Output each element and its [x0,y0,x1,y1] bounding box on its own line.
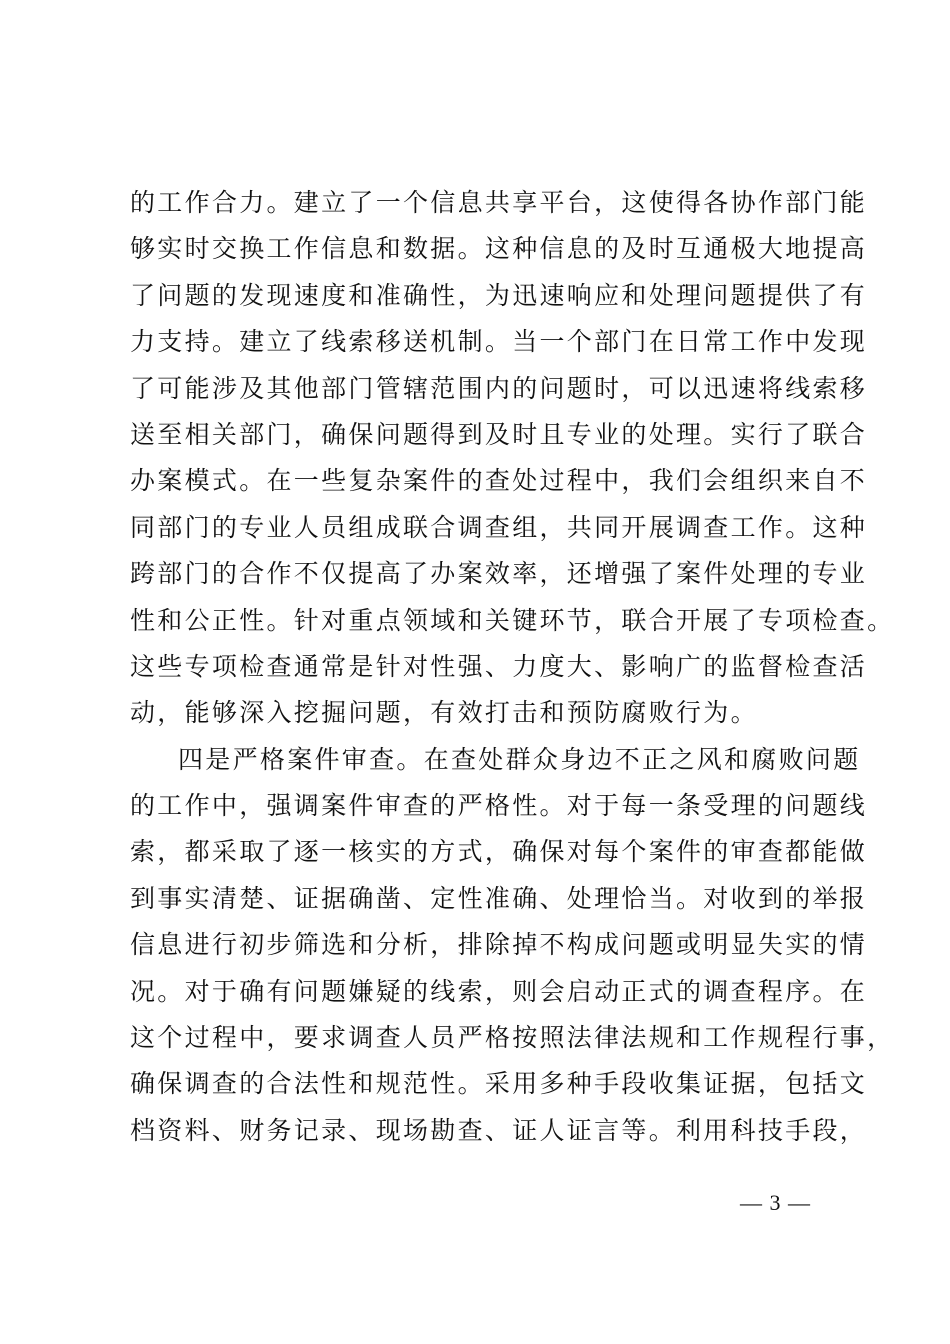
text-line: 信息进行初步筛选和分析，排除掉不构成问题或明显失实的情 [130,930,868,960]
text-line: 性和公正性。针对重点领域和关键环节，联合开展了专项检查。 [130,605,895,635]
text-line: 送至相关部门，确保问题得到及时且专业的处理。实行了联合 [130,419,868,449]
body-text [130,180,895,1154]
text-line: 办案模式。在一些复杂案件的查处过程中，我们会组织来自不 [130,466,868,496]
text-line: 力支持。建立了线索移送机制。当一个部门在日常工作中发现 [130,327,868,357]
text-line: 动，能够深入挖掘问题，有效打击和预防腐败行为。 [130,698,758,728]
text-line: 到事实清楚、证据确凿、定性准确、处理恰当。对收到的举报 [130,883,868,913]
page-number: — 3 — [740,1190,811,1215]
text-line: 了问题的发现速度和准确性，为迅速响应和处理问题提供了有 [130,280,868,310]
text-line: 这个过程中，要求调查人员严格按照法律法规和工作规程行事， [130,1023,895,1053]
text-line: 这些专项检查通常是针对性强、力度大、影响广的监督检查活 [130,651,868,681]
text-line: 况。对于确有问题嫌疑的线索，则会启动正式的调查程序。在 [130,976,868,1006]
text-line: 同部门的专业人员组成联合调查组，共同开展调查工作。这种 [130,512,868,542]
text-line: 了可能涉及其他部门管辖范围内的问题时，可以迅速将线索移 [130,373,868,403]
text-line: 确保调查的合法性和规范性。采用多种手段收集证据，包括文 [130,1069,868,1099]
text-line: 档资料、财务记录、现场勘查、证人证言等。利用科技手段， [130,1115,868,1145]
text-line: 跨部门的合作不仅提高了办案效率，还增强了案件处理的专业 [130,559,868,589]
text-line: 的工作合力。建立了一个信息共享平台，这使得各协作部门能 [130,188,868,217]
text-line: 的工作中，强调案件审查的严格性。对于每一条受理的问题线 [130,791,868,821]
paragraph-start-line: 四是严格案件审查。在查处群众身边不正之风和腐败问题 [178,744,861,774]
text-line: 够实时交换工作信息和数据。这种信息的及时互通极大地提高 [130,234,868,264]
text-line: 索，都采取了逐一核实的方式，确保对每个案件的审查都能做 [130,837,868,867]
